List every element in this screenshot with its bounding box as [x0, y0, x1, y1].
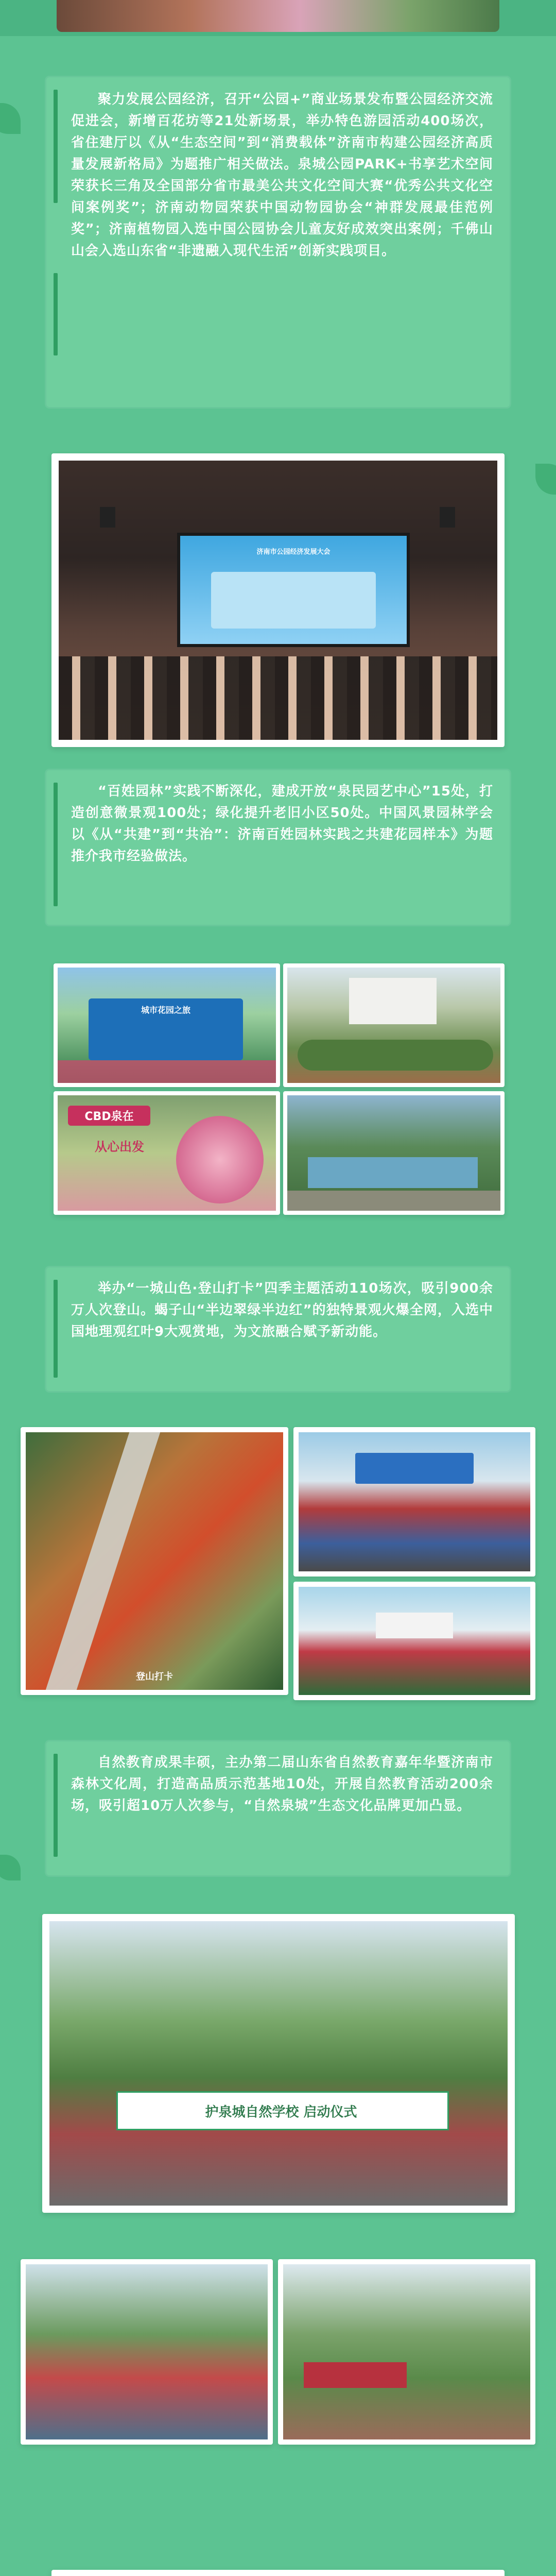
photo-street-garden — [283, 1091, 505, 1215]
screen-title: 济南市公园经济发展大会 — [256, 548, 331, 556]
photo-outdoor-class — [278, 2259, 535, 2445]
paragraph-citizen-gardens: “百姓园林”实践不断深化，建成开放“泉民园艺中心”15处，打造创意微景观100处；绿化提升老旧小区50处。中国风景园林学会以《从“共建”到“共治”：济南百姓园林实践之共建花园样本》为题推介我市经验做法。 — [71, 784, 493, 864]
photo-mountain-road — [21, 1427, 288, 1695]
text-block-mountain — [46, 1267, 510, 1391]
conference-screen — [177, 533, 410, 647]
paragraph-nature-education: 自然教育成果丰硕，主办第二届山东省自然教育嘉年华暨济南市森林文化周，打造高品质示范基地10处，开展自然教育活动200余场，吸引超10万人次参与，“自然泉城”生态文化品牌更加凸显。 — [71, 1755, 493, 1814]
top-photo-strip — [57, 0, 499, 32]
booth-sign: 城市花园之旅 — [141, 1005, 190, 1015]
paragraph-mountain: 举办“一城山色·登山打卡”四季主题活动110场次，吸引900余万人次登山。蝎子山“半边翠绿半边红”的独特景观火爆全网，入选中国地理观红叶9大观赏地，为文旅融合赋予新动能。 — [71, 1281, 493, 1340]
text-block-citizen-gardens — [46, 770, 510, 925]
leaf-decoration — [0, 103, 21, 134]
text-block-nature-education — [46, 1741, 510, 1875]
cbd-sign: CBD泉在 — [68, 1106, 150, 1126]
photo-cbd-flowers — [54, 1091, 280, 1215]
photo-school-group — [42, 1914, 515, 2213]
photo-micro-landscape — [283, 963, 505, 1087]
leaf-decoration — [0, 1855, 21, 1880]
banner-text: 护泉城自然学校 启动仪式 — [205, 2105, 357, 2120]
outlook-2026-card — [51, 2570, 505, 2576]
text-block-park-economy — [46, 77, 510, 407]
photo-mountain-event — [293, 1582, 535, 1700]
mountain-caption: 登山打卡 — [136, 1671, 173, 1682]
cbd-sign-subtitle: 从心出发 — [95, 1140, 144, 1154]
photo-kids-activity — [21, 2259, 273, 2445]
paragraph-park-economy: 聚力发展公园经济，召开“公园+”商业场景发布暨公园经济交流促进会，新增百花坊等21处新场景，举办特色游园活动400场次，省住建厅以《从“生态空间”到“消费载体”济南市构建公园经济高质量发展新格局》为题推广相关做法。泉城公园PARK+书享艺术空间荣获长三角及全国部分省市最美公共文化空间大赛“优秀公共文化空间案例奖”；济南动物园荣获中国动物园协会“神群发展最佳范例奖”；济南植物园入选中国公园协会儿童友好成效突出案例；千佛山山会入选山东省“非遗融入现代生活”创新实践项目。 — [71, 92, 493, 259]
photo-garden-booth — [54, 963, 280, 1087]
leaf-decoration — [535, 464, 556, 495]
photo-conference — [51, 453, 505, 747]
photo-mountain-crowd — [293, 1427, 535, 1577]
